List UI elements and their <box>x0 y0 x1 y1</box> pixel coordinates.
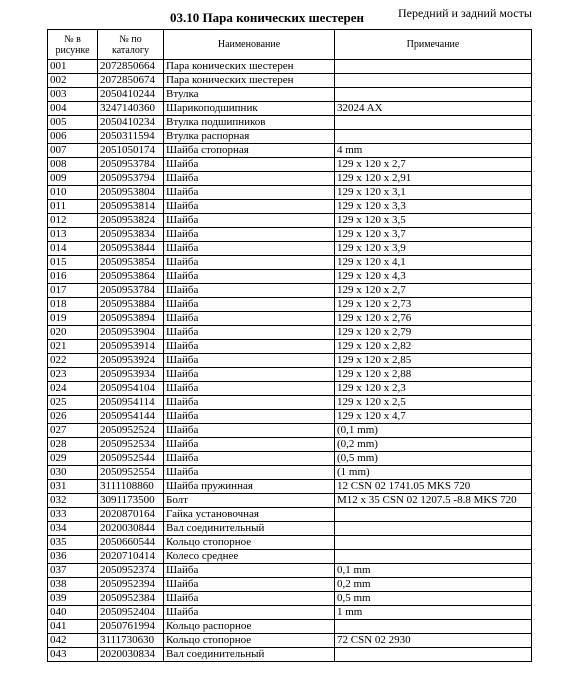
note-cell: 32024 AX <box>335 102 532 116</box>
table-row <box>48 606 532 620</box>
document-title: 03.10 Пара конических шестерен <box>170 10 364 25</box>
note-cell <box>335 620 532 634</box>
catalog-number-cell: 2050952404 <box>98 606 164 620</box>
table-row <box>48 382 532 396</box>
figure-number-cell: 004 <box>48 102 98 116</box>
part-name-cell: Втулка распорная <box>164 130 335 144</box>
table-row <box>48 256 532 270</box>
note-cell: 129 x 120 x 2,85 <box>335 354 532 368</box>
catalog-number-cell: 2072850674 <box>98 74 164 88</box>
catalog-number-cell: 2050953904 <box>98 326 164 340</box>
note-cell <box>335 522 532 536</box>
note-cell: 129 x 120 x 3,1 <box>335 186 532 200</box>
part-name-cell: Кольцо стопорное <box>164 634 335 648</box>
table-row <box>48 200 532 214</box>
part-name-cell: Шайба <box>164 158 335 172</box>
figure-number-cell: 012 <box>48 214 98 228</box>
table-row <box>48 494 532 508</box>
table-row <box>48 144 532 158</box>
part-name-cell: Шайба <box>164 270 335 284</box>
catalog-number-cell: 2050954114 <box>98 396 164 410</box>
table-row <box>48 158 532 172</box>
table-row <box>48 88 532 102</box>
figure-number-cell: 042 <box>48 634 98 648</box>
note-cell: 1 mm <box>335 606 532 620</box>
part-name-cell: Шайба <box>164 410 335 424</box>
part-name-cell: Гайка установочная <box>164 508 335 522</box>
table-row <box>48 438 532 452</box>
table-row <box>48 172 532 186</box>
table-row <box>48 410 532 424</box>
table-row <box>48 396 532 410</box>
note-cell: 129 x 120 x 2,7 <box>335 158 532 172</box>
figure-number-cell: 011 <box>48 200 98 214</box>
figure-number-cell: 027 <box>48 424 98 438</box>
table-row <box>48 578 532 592</box>
table-row <box>48 480 532 494</box>
section-name: Передний и задний мосты <box>398 6 532 20</box>
catalog-number-cell: 2050953794 <box>98 172 164 186</box>
table-row <box>48 536 532 550</box>
part-name-cell: Болт <box>164 494 335 508</box>
parts-table-body <box>48 60 532 662</box>
catalog-number-cell: 2050953804 <box>98 186 164 200</box>
table-row <box>48 312 532 326</box>
catalog-number-cell: 2050953844 <box>98 242 164 256</box>
note-cell: 0,1 mm <box>335 564 532 578</box>
figure-number-cell: 003 <box>48 88 98 102</box>
note-cell <box>335 88 532 102</box>
table-row <box>48 228 532 242</box>
figure-number-cell: 029 <box>48 452 98 466</box>
note-cell: (0,5 mm) <box>335 452 532 466</box>
table-row <box>48 270 532 284</box>
catalog-number-cell: 2050953784 <box>98 158 164 172</box>
part-name-cell: Вал соединительный <box>164 648 335 662</box>
figure-number-cell: 034 <box>48 522 98 536</box>
figure-number-cell: 033 <box>48 508 98 522</box>
table-row <box>48 564 532 578</box>
figure-number-cell: 009 <box>48 172 98 186</box>
part-name-cell: Шайба <box>164 200 335 214</box>
catalog-number-cell: 3111730630 <box>98 634 164 648</box>
part-name-cell: Шарикоподшипник <box>164 102 335 116</box>
page-header <box>0 6 574 28</box>
table-row <box>48 242 532 256</box>
figure-number-cell: 031 <box>48 480 98 494</box>
figure-number-cell: 022 <box>48 354 98 368</box>
part-name-cell: Шайба <box>164 382 335 396</box>
part-name-cell: Втулка <box>164 88 335 102</box>
note-cell <box>335 116 532 130</box>
part-name-cell: Шайба <box>164 424 335 438</box>
figure-number-cell: 014 <box>48 242 98 256</box>
note-cell <box>335 60 532 74</box>
part-name-cell: Шайба <box>164 298 335 312</box>
note-cell: 129 x 120 x 4,1 <box>335 256 532 270</box>
note-cell: 129 x 120 x 2,79 <box>335 326 532 340</box>
note-cell <box>335 130 532 144</box>
catalog-number-cell: 3247140360 <box>98 102 164 116</box>
note-cell: 129 x 120 x 3,7 <box>335 228 532 242</box>
table-row <box>48 466 532 480</box>
note-cell: M12 x 35 CSN 02 1207.5 -8.8 MKS 720 <box>335 494 532 508</box>
part-name-cell: Шайба <box>164 592 335 606</box>
table-row <box>48 298 532 312</box>
figure-number-cell: 020 <box>48 326 98 340</box>
table-row <box>48 354 532 368</box>
part-name-cell: Шайба <box>164 564 335 578</box>
part-name-cell: Шайба <box>164 354 335 368</box>
column-header-name: Наименование <box>164 30 335 60</box>
figure-number-cell: 039 <box>48 592 98 606</box>
part-name-cell: Пара конических шестерен <box>164 74 335 88</box>
note-cell: 129 x 120 x 2,82 <box>335 340 532 354</box>
note-cell: 129 x 120 x 2,7 <box>335 284 532 298</box>
part-name-cell: Шайба <box>164 606 335 620</box>
catalog-number-cell: 2050410244 <box>98 88 164 102</box>
part-name-cell: Шайба пружинная <box>164 480 335 494</box>
table-row <box>48 522 532 536</box>
figure-number-cell: 019 <box>48 312 98 326</box>
part-name-cell: Втулка подшипников <box>164 116 335 130</box>
catalog-number-cell: 2050954144 <box>98 410 164 424</box>
catalog-number-cell: 2050952554 <box>98 466 164 480</box>
table-row <box>48 452 532 466</box>
note-cell <box>335 74 532 88</box>
part-name-cell: Шайба <box>164 438 335 452</box>
table-row <box>48 74 532 88</box>
part-name-cell: Шайба <box>164 214 335 228</box>
figure-number-cell: 032 <box>48 494 98 508</box>
catalog-number-cell: 2050954104 <box>98 382 164 396</box>
catalog-number-cell: 2050953864 <box>98 270 164 284</box>
table-row <box>48 60 532 74</box>
note-cell <box>335 508 532 522</box>
catalog-number-cell: 2050953914 <box>98 340 164 354</box>
table-row <box>48 130 532 144</box>
catalog-number-cell: 2050953924 <box>98 354 164 368</box>
catalog-number-cell: 2050952524 <box>98 424 164 438</box>
note-cell: (1 mm) <box>335 466 532 480</box>
note-cell <box>335 550 532 564</box>
catalog-number-cell: 2020030834 <box>98 648 164 662</box>
part-name-cell: Колесо среднее <box>164 550 335 564</box>
part-name-cell: Шайба <box>164 340 335 354</box>
figure-number-cell: 013 <box>48 228 98 242</box>
note-cell <box>335 648 532 662</box>
figure-number-cell: 005 <box>48 116 98 130</box>
note-cell: 129 x 120 x 2,76 <box>335 312 532 326</box>
part-name-cell: Шайба <box>164 242 335 256</box>
table-row <box>48 648 532 662</box>
figure-number-cell: 021 <box>48 340 98 354</box>
table-row <box>48 326 532 340</box>
note-cell: (0,1 mm) <box>335 424 532 438</box>
catalog-number-cell: 2050953834 <box>98 228 164 242</box>
table-row <box>48 620 532 634</box>
catalog-number-cell: 2051050174 <box>98 144 164 158</box>
part-name-cell: Шайба <box>164 256 335 270</box>
catalog-number-cell: 2050952374 <box>98 564 164 578</box>
note-cell: 129 x 120 x 2,3 <box>335 382 532 396</box>
table-row <box>48 550 532 564</box>
note-cell: 129 x 120 x 2,91 <box>335 172 532 186</box>
table-row <box>48 284 532 298</box>
table-row <box>48 186 532 200</box>
table-header-row <box>48 30 532 60</box>
table-row <box>48 634 532 648</box>
catalog-number-cell: 2050953784 <box>98 284 164 298</box>
note-cell: 12 CSN 02 1741.05 MKS 720 <box>335 480 532 494</box>
note-cell: 129 x 120 x 2,88 <box>335 368 532 382</box>
part-name-cell: Шайба <box>164 396 335 410</box>
figure-number-cell: 010 <box>48 186 98 200</box>
note-cell: 129 x 120 x 2,5 <box>335 396 532 410</box>
note-cell: 0,2 mm <box>335 578 532 592</box>
part-name-cell: Шайба <box>164 186 335 200</box>
catalog-number-cell: 2050660544 <box>98 536 164 550</box>
part-name-cell: Вал соединительный <box>164 522 335 536</box>
note-cell: 129 x 120 x 4,3 <box>335 270 532 284</box>
figure-number-cell: 006 <box>48 130 98 144</box>
part-name-cell: Шайба <box>164 452 335 466</box>
catalog-number-cell: 2050953814 <box>98 200 164 214</box>
catalog-number-cell: 2050953824 <box>98 214 164 228</box>
catalog-number-cell: 2050761994 <box>98 620 164 634</box>
figure-number-cell: 036 <box>48 550 98 564</box>
note-cell: 129 x 120 x 3,3 <box>335 200 532 214</box>
catalog-number-cell: 3111108860 <box>98 480 164 494</box>
part-name-cell: Кольцо стопорное <box>164 536 335 550</box>
catalog-number-cell: 2020030844 <box>98 522 164 536</box>
figure-number-cell: 028 <box>48 438 98 452</box>
figure-number-cell: 024 <box>48 382 98 396</box>
note-cell: (0,2 mm) <box>335 438 532 452</box>
table-row <box>48 368 532 382</box>
figure-number-cell: 030 <box>48 466 98 480</box>
part-name-cell: Пара конических шестерен <box>164 60 335 74</box>
table-row <box>48 102 532 116</box>
part-name-cell: Шайба <box>164 284 335 298</box>
note-cell: 129 x 120 x 3,9 <box>335 242 532 256</box>
catalog-number-cell: 2050952544 <box>98 452 164 466</box>
catalog-number-cell: 2020870164 <box>98 508 164 522</box>
catalog-number-cell: 2050953894 <box>98 312 164 326</box>
figure-number-cell: 008 <box>48 158 98 172</box>
catalog-number-cell: 2050952384 <box>98 592 164 606</box>
parts-table <box>47 29 532 662</box>
catalog-number-cell: 2050952394 <box>98 578 164 592</box>
note-cell: 4 mm <box>335 144 532 158</box>
figure-number-cell: 023 <box>48 368 98 382</box>
column-header-note: Примечание <box>335 30 532 60</box>
figure-number-cell: 025 <box>48 396 98 410</box>
figure-number-cell: 002 <box>48 74 98 88</box>
figure-number-cell: 001 <box>48 60 98 74</box>
figure-number-cell: 043 <box>48 648 98 662</box>
catalog-number-cell: 2050953934 <box>98 368 164 382</box>
column-header-catalog-number: № по каталогу <box>98 30 164 60</box>
figure-number-cell: 038 <box>48 578 98 592</box>
catalog-number-cell: 2072850664 <box>98 60 164 74</box>
note-cell: 129 x 120 x 2,73 <box>335 298 532 312</box>
figure-number-cell: 041 <box>48 620 98 634</box>
part-name-cell: Шайба <box>164 312 335 326</box>
catalog-number-cell: 2050953884 <box>98 298 164 312</box>
part-name-cell: Шайба <box>164 228 335 242</box>
figure-number-cell: 035 <box>48 536 98 550</box>
figure-number-cell: 016 <box>48 270 98 284</box>
column-header-figure-number: № в рисунке <box>48 30 98 60</box>
figure-number-cell: 017 <box>48 284 98 298</box>
part-name-cell: Шайба стопорная <box>164 144 335 158</box>
catalog-number-cell: 2020710414 <box>98 550 164 564</box>
table-row <box>48 424 532 438</box>
figure-number-cell: 018 <box>48 298 98 312</box>
part-name-cell: Шайба <box>164 368 335 382</box>
table-row <box>48 508 532 522</box>
part-name-cell: Шайба <box>164 466 335 480</box>
part-name-cell: Шайба <box>164 326 335 340</box>
figure-number-cell: 026 <box>48 410 98 424</box>
figure-number-cell: 007 <box>48 144 98 158</box>
note-cell: 72 CSN 02 2930 <box>335 634 532 648</box>
table-row <box>48 214 532 228</box>
note-cell <box>335 536 532 550</box>
table-row <box>48 340 532 354</box>
note-cell: 0,5 mm <box>335 592 532 606</box>
note-cell: 129 x 120 x 4,7 <box>335 410 532 424</box>
catalog-number-cell: 2050410234 <box>98 116 164 130</box>
part-name-cell: Кольцо распорное <box>164 620 335 634</box>
catalog-number-cell: 2050311594 <box>98 130 164 144</box>
catalog-number-cell: 2050952534 <box>98 438 164 452</box>
figure-number-cell: 015 <box>48 256 98 270</box>
catalog-number-cell: 2050953854 <box>98 256 164 270</box>
part-name-cell: Шайба <box>164 578 335 592</box>
catalog-number-cell: 3091173500 <box>98 494 164 508</box>
figure-number-cell: 037 <box>48 564 98 578</box>
note-cell: 129 x 120 x 3,5 <box>335 214 532 228</box>
part-name-cell: Шайба <box>164 172 335 186</box>
figure-number-cell: 040 <box>48 606 98 620</box>
table-row <box>48 592 532 606</box>
table-row <box>48 116 532 130</box>
